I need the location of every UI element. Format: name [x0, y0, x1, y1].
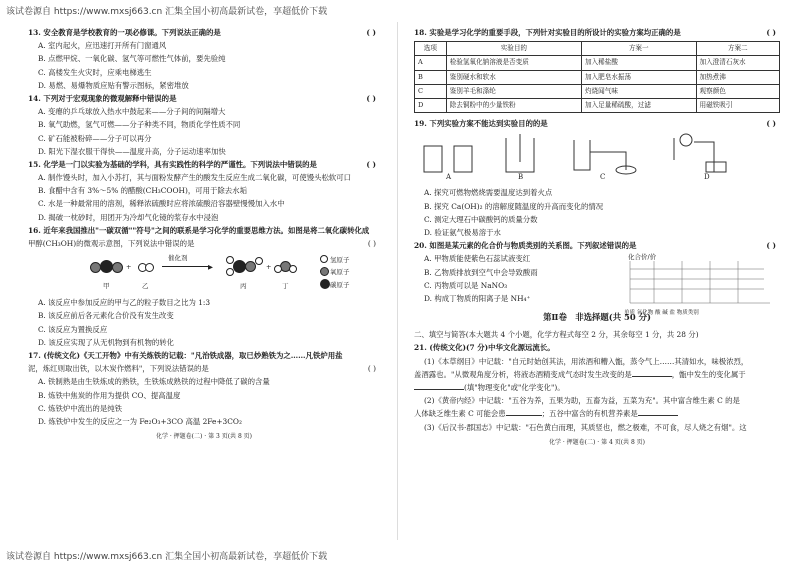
- figure-label-d: D: [704, 173, 710, 182]
- q19-option-d: D. 验证氨气极易溶于水: [424, 227, 501, 237]
- table-cell: 鉴别硬水和软水: [446, 70, 581, 84]
- q19-apparatus-figures: [414, 132, 780, 184]
- part2-intro: 二、填空与简答(本大题共 4 个小题，化学方程式每空 2 分，其余每空 1 分，共 28 分): [414, 330, 699, 340]
- table-header-cell: 选项: [415, 42, 447, 56]
- figure-label-a: A: [446, 173, 452, 182]
- table-header-row: [415, 42, 780, 56]
- plus-sign: +: [266, 263, 272, 272]
- q14-stem: 14. 下列对于宏观现象的微观解释中错误的是 ( ): [28, 93, 376, 103]
- plus-sign: +: [126, 263, 132, 272]
- chart-x-label: 单质 氧化物 酸 碱 盐 物质类别: [624, 310, 699, 317]
- q20-option-b: B. 乙物质排放到空气中会导致酸雨: [424, 267, 538, 277]
- q16-option-b: B. 该反应前后各元素化合价没有发生改变: [38, 311, 174, 321]
- chart-title: 化合价/价: [628, 253, 657, 262]
- table-header-cell: 方案一: [581, 42, 696, 56]
- label-bing: 丙: [240, 282, 247, 291]
- legend-carbon: 碳原子: [330, 281, 350, 290]
- legend-hydrogen: 氢原子: [330, 256, 350, 265]
- figure-label-b: B: [518, 173, 524, 182]
- q15-option-a: A. 制作馒头时，加入小苏打，其与面粉发酵产生的酸发生反应生成二氧化碳，可使馒头松软可口: [38, 173, 352, 183]
- carbon-legend-icon: [320, 279, 330, 289]
- q20-option-a: A. 甲物质能使紫色石蕊试液变红: [424, 254, 531, 264]
- table-row: [415, 56, 780, 70]
- hydrogen-atom-icon: [255, 257, 263, 265]
- table-cell: 加入肥皂水振荡: [581, 70, 696, 84]
- q15-option-b: B. 食醋中含有 3%～5% 的醋酸(CH₃COOH)，可用于除去水垢: [38, 186, 247, 196]
- q20-stem: 20. 如图是某元素的化合价与物质类别的关系图。下列叙述错误的是 ( ): [414, 241, 776, 251]
- right-page-footer: 化学 · 押题卷(二) · 第 4 页(共 8 页): [548, 438, 646, 446]
- q13-option-d: D. 易燃、易爆物质应贴有警示图标，紧密堆放: [38, 80, 189, 90]
- reaction-arrow: [162, 266, 210, 267]
- q15-option-c: C. 水是一种最常用的溶剂，稀释浓硫酸时应将浓硫酸沿容器壁慢慢加入水中: [38, 199, 285, 209]
- oxygen-legend-icon: [320, 267, 329, 276]
- hydrogen-legend-icon: [320, 255, 328, 263]
- q17-option-c: C. 炼铁炉中流出的是纯铁: [38, 403, 122, 413]
- q16-stem-line2: 甲醇(CH₃OH)的微观示意图，下列说法中错误的是 ( ): [28, 239, 376, 248]
- section-2-title: 第Ⅱ卷 非选择题(共 50 分): [543, 312, 651, 323]
- answer-blank[interactable]: [414, 381, 464, 390]
- q13-option-c: C. 高楼发生火灾时，应乘电梯逃生: [38, 67, 152, 77]
- q16-option-c: C. 该反应为置换反应: [38, 324, 108, 334]
- q14-option-a: A. 变瘪的乒乓球放入热水中鼓起来——分子间的间隔增大: [38, 107, 226, 117]
- table-cell: B: [415, 70, 447, 84]
- q21-sub1-line3: (填"物理变化"或"化学变化")。: [414, 381, 780, 394]
- q14-option-b: B. 氧气助燃，氢气可燃——分子种类不同，物质化学性质不同: [38, 120, 241, 130]
- q17-option-a: A. 铁制熟是由生铁炼成的熟铁，生铁炼成熟铁的过程中降低了碳的含量: [38, 377, 270, 387]
- q19-option-c: C. 测定大理石中碳酸钙的质量分数: [424, 214, 538, 224]
- table-cell: 加热煮沸: [696, 70, 780, 84]
- answer-blank[interactable]: [506, 407, 542, 416]
- q21-stem: 21. (传统文化)(7 分)中华文化源远流长。: [414, 343, 555, 353]
- hydrogen-atom-icon: [274, 265, 282, 273]
- legend-oxygen: 氧原子: [330, 268, 350, 277]
- q21-sub2-line2: 人体缺乏维生素 C 可能会患 ；五谷中富含的有机营养素是: [414, 407, 780, 420]
- hydrogen-atom-icon: [289, 265, 297, 273]
- hydrogen-atom-icon: [226, 268, 234, 276]
- q21-sub2-line1: (2)《黄帝内经》中记载："五谷为养，五果为助，五畜为益，五菜为充"。其中富含维生素 C 的是: [424, 396, 740, 406]
- q19-stem: 19. 下列实验方案不能达到实验目的的是 ( ): [414, 119, 776, 129]
- label-jia: 甲: [103, 282, 110, 291]
- q18-stem: 18. 实验是学习化学的重要手段，下列针对实验目的所设计的实验方案均正确的是 ( ): [414, 28, 776, 37]
- q18-experiment-table: [414, 41, 780, 113]
- table-cell: 观察颜色: [696, 84, 780, 98]
- q19-option-b: B. 探究 Ca(OH)₂ 的溶解度随温度的升高而变化的情况: [424, 201, 604, 211]
- table-header-cell: 方案二: [696, 42, 780, 56]
- q16-option-d: D. 该反应实现了从无机物到有机物的转化: [38, 337, 175, 347]
- table-cell: 除去铜粉中的少量铁粉: [446, 99, 581, 113]
- table-cell: D: [415, 99, 447, 113]
- right-column: [414, 26, 780, 449]
- q17-stem-line1: 17. (传统文化)《天工开物》中有关炼铁的记载："凡治铁成器，取已炒熟铁为之……凡铁炉用盐: [28, 350, 343, 360]
- q13-option-a: A. 室内起火，应迅速打开所有门窗通风: [38, 41, 167, 51]
- q21-sub1-line1: (1)《本草纲目》中记载："自元时始创其法，用浓酒和糟入甑，蒸令气上……其清如水，味极浓烈，: [424, 356, 749, 366]
- q20-block: [414, 239, 780, 317]
- oxygen-atom-icon: [112, 262, 123, 273]
- q13-option-b: B. 点燃甲烷、一氧化碳、氢气等可燃性气体前，要先验纯: [38, 54, 226, 64]
- table-cell: 加入澄清石灰水: [696, 56, 780, 70]
- left-page-footer: 化学 · 押题卷(二) · 第 3 页(共 8 页): [155, 433, 253, 441]
- label-yi: 乙: [142, 282, 149, 291]
- table-cell: A: [415, 56, 447, 70]
- q21-sub3-line1: (3)《后汉书·郡国志》中记载："石色黄白而理，其质竖也，燃之极难，不可食，尽人烧之有烟"。这: [424, 422, 747, 432]
- table-cell: 检验氢氧化钠溶液是否变质: [446, 56, 581, 70]
- q16-stem-line1: 16. 近年来我国推出"一碳双循""符号"之间的联系是学习化学的重要思维方法。如图是将二氧化碳转化成: [28, 225, 370, 235]
- table-row: [415, 99, 780, 113]
- q16-option-a: A. 该反应中参加反应的甲与乙的粒子数目之比为 1:3: [38, 298, 211, 308]
- lab-apparatus-icon: [414, 132, 780, 176]
- answer-blank[interactable]: [632, 368, 672, 377]
- table-cell: C: [415, 84, 447, 98]
- column-divider: [397, 22, 398, 540]
- chart-grid-icon: [624, 259, 774, 311]
- valence-category-chart: [624, 253, 774, 315]
- table-cell: 鉴别羊毛和涤纶: [446, 84, 581, 98]
- table-cell: 用磁铁吸引: [696, 99, 780, 113]
- figure-label-c: C: [600, 173, 606, 182]
- table-cell: 加入稀盐酸: [581, 56, 696, 70]
- q20-option-d: D. 构成丁物质的阳离子是 NH₄⁺: [424, 293, 531, 303]
- table-header-cell: 实验目的: [446, 42, 581, 56]
- label-ding: 丁: [282, 282, 289, 291]
- q17-option-d: D. 炼铁炉中发生的反应之一为 Fe₂O₃+3CO 高温 2Fe+3CO₂: [38, 416, 242, 426]
- table-cell: 灼烧闻气味: [581, 84, 696, 98]
- hydrogen-atom-icon: [145, 263, 154, 272]
- watermark-bottom: 该试卷源自 https://www.mxsj663.cn 汇集全国小初高最新试卷，享超低价下载: [6, 552, 328, 562]
- q20-option-c: C. 丙物质可以是 NaNO₃: [424, 280, 508, 290]
- q21-sub1-line2: 盖酒露也。"从微观角度分析，将液态酒精变成气态时发生改变的是 ，甑中发生的变化属于: [414, 369, 746, 379]
- q16-molecule-diagram: [28, 252, 380, 294]
- arrow-head-icon: ▶: [208, 263, 213, 272]
- table-row: [415, 84, 780, 98]
- catalyst-label: 催化剂: [168, 254, 188, 263]
- table-cell: 加入足量稀硫酸，过滤: [581, 99, 696, 113]
- q19-option-a: A. 探究可燃物燃烧需要温度达到着火点: [424, 188, 553, 198]
- q17-option-b: B. 炼铁中焦炭的作用为提供 CO、提高温度: [38, 390, 181, 400]
- q13-stem: 13. 安全教育是学校教育的一项必修课。下列说法正确的是 ( ): [28, 28, 376, 37]
- left-column: [28, 26, 380, 443]
- q15-option-d: D. 揭破一枕砂时，用团开为冷却气化镜的浆存水中浸泡: [38, 212, 219, 222]
- q17-stem-line2: 泥，炼红则取出铁，以木炭作燃料"，下列说法错误的是 ( ): [28, 364, 376, 374]
- q14-option-d: D. 阳光下湿衣服干得快——温度升高，分子运动速率加快: [38, 146, 226, 156]
- oxygen-atom-icon: [245, 261, 256, 272]
- oxygen-atom-icon: [90, 262, 101, 273]
- q14-option-c: C. 矿石能被粉碎——分子可以再分: [38, 133, 152, 143]
- answer-blank[interactable]: [638, 407, 678, 416]
- watermark-top: 该试卷源自 https://www.mxsj663.cn 汇集全国小初高最新试卷，享超低价下载: [6, 7, 328, 17]
- table-row: [415, 70, 780, 84]
- q15-stem: 15. 化学是一门以实验为基础的学科，具有实践性的科学的严谨性。下列说法中错误的是 ( ): [28, 159, 376, 169]
